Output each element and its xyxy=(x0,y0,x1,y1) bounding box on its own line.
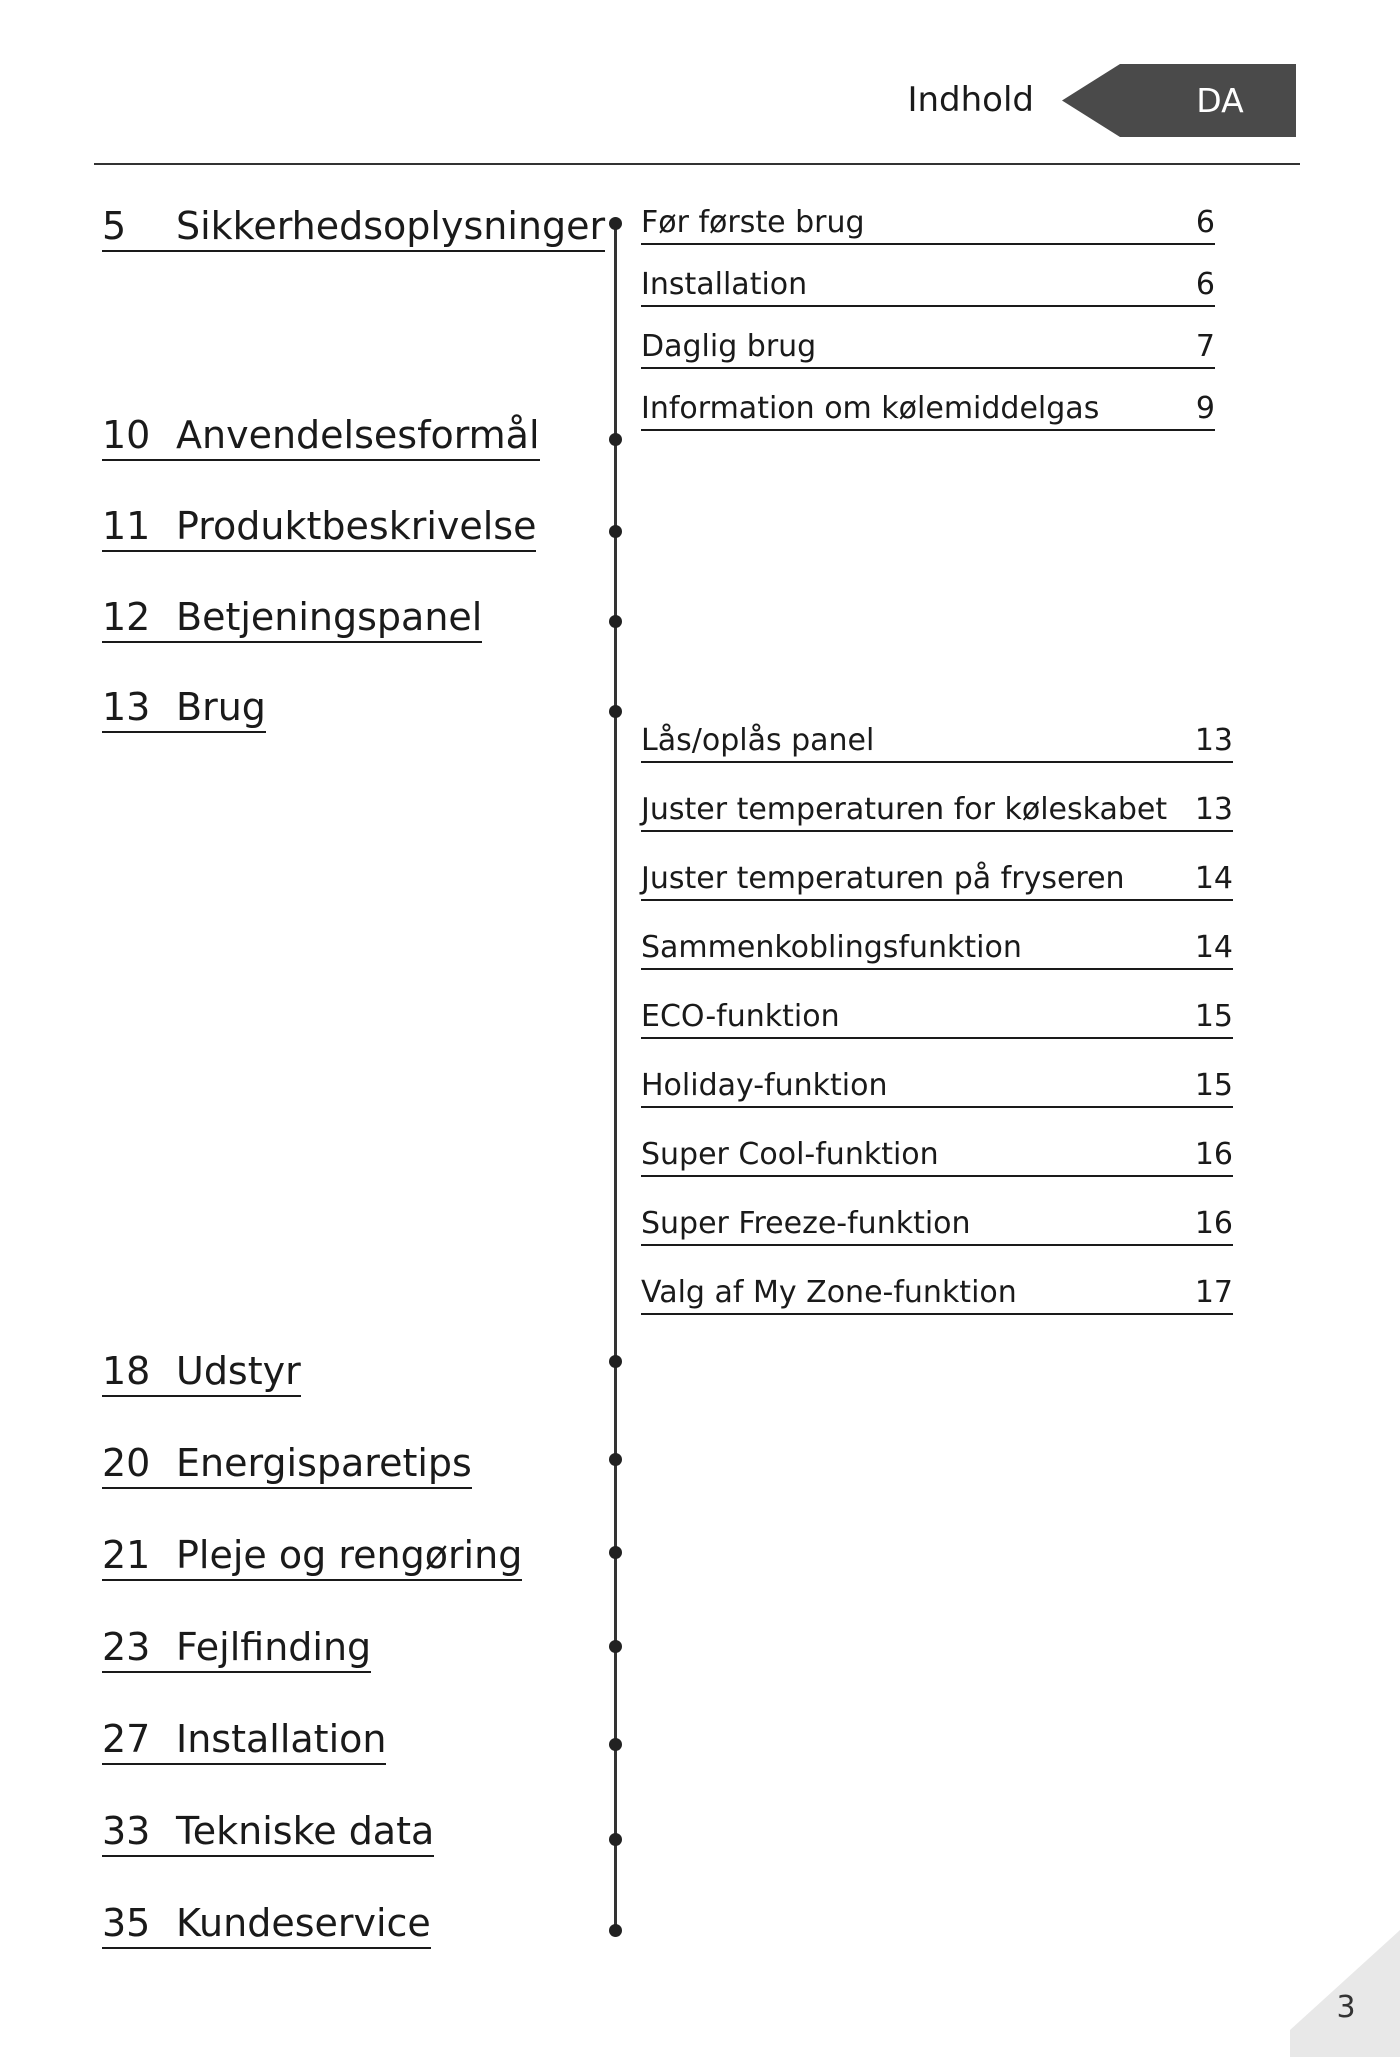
subsection-title: Lås/oplås panel xyxy=(641,723,875,758)
subsection-link[interactable] xyxy=(641,1273,1233,1315)
chapter-page: 23 xyxy=(102,1625,151,1669)
subsection-title: ECO-funktion xyxy=(641,999,840,1034)
chapter-link[interactable] xyxy=(102,592,482,642)
subsection-title: Daglig brug xyxy=(641,329,817,364)
subsection-title: Valg af My Zone-funktion xyxy=(641,1275,1017,1310)
subsection-title: Juster temperaturen på fryseren xyxy=(641,861,1125,896)
chapter-page: 20 xyxy=(102,1441,151,1485)
chapter-title: Energisparetips xyxy=(176,1441,472,1485)
timeline-dot xyxy=(609,1738,622,1751)
subsection-page: 16 xyxy=(1194,1206,1233,1241)
timeline-dot xyxy=(609,1640,622,1653)
subsection-link[interactable] xyxy=(641,203,1215,245)
subsection-title: Juster temperaturen for køleskabet xyxy=(641,792,1168,827)
subsection-page: 14 xyxy=(1194,930,1233,965)
subsection-page: 17 xyxy=(1194,1275,1233,1310)
chapter-link[interactable] xyxy=(102,1622,371,1672)
timeline-dot xyxy=(609,217,622,230)
subsection-page: 6 xyxy=(1195,267,1215,302)
chapter-title: Anvendelsesformål xyxy=(176,413,540,457)
subsection-link[interactable] xyxy=(641,265,1215,307)
subsection-page: 7 xyxy=(1195,329,1215,364)
subsection-title: Super Freeze-funktion xyxy=(641,1206,971,1241)
subsection-link[interactable] xyxy=(641,859,1233,901)
chapter-link[interactable] xyxy=(102,501,536,551)
chapter-title: Produktbeskrivelse xyxy=(176,504,537,548)
timeline-dot xyxy=(609,1924,622,1937)
chapter-link[interactable] xyxy=(102,201,605,251)
chapter-link[interactable] xyxy=(102,1438,472,1488)
chapter-title: Sikkerhedsoplysninger xyxy=(176,204,606,248)
timeline-dot xyxy=(609,433,622,446)
timeline-dot xyxy=(609,1546,622,1559)
chapter-page: 12 xyxy=(102,595,151,639)
chapter-page: 18 xyxy=(102,1349,151,1393)
chapter-link[interactable] xyxy=(102,1898,431,1948)
chapter-title: Installation xyxy=(176,1717,387,1761)
chapter-title: Udstyr xyxy=(176,1349,301,1393)
subsection-link[interactable] xyxy=(641,327,1215,369)
subsection-title: Sammenkoblingsfunktion xyxy=(641,930,1022,965)
chapter-page: 10 xyxy=(102,413,151,457)
timeline-dot xyxy=(609,615,622,628)
header-divider xyxy=(94,163,1300,165)
subsection-link[interactable] xyxy=(641,1135,1233,1177)
subsection-page: 14 xyxy=(1194,861,1233,896)
subsection-page: 16 xyxy=(1194,1137,1233,1172)
chapter-page: 13 xyxy=(102,685,151,729)
language-label: DA xyxy=(1196,81,1244,120)
chapter-page: 11 xyxy=(102,504,151,548)
chapter-title: Fejlfinding xyxy=(176,1625,372,1669)
subsection-link[interactable] xyxy=(641,1204,1233,1246)
subsection-title: Installation xyxy=(641,267,808,302)
subsection-page: 15 xyxy=(1194,1068,1233,1103)
subsection-link[interactable] xyxy=(641,997,1233,1039)
subsection-page: 13 xyxy=(1194,723,1233,758)
subsection-title: Super Cool-funktion xyxy=(641,1137,939,1172)
subsection-page: 6 xyxy=(1195,205,1215,240)
page-number: 3 xyxy=(1336,1990,1356,2025)
chapter-link[interactable] xyxy=(102,1346,301,1396)
subsection-link[interactable] xyxy=(641,1066,1233,1108)
subsection-link[interactable] xyxy=(641,928,1233,970)
timeline-dot xyxy=(609,1833,622,1846)
chapter-link[interactable] xyxy=(102,1714,386,1764)
subsection-title: Før første brug xyxy=(641,205,865,240)
subsection-link[interactable] xyxy=(641,389,1215,431)
timeline-dot xyxy=(609,1355,622,1368)
chapter-page: 35 xyxy=(102,1901,151,1945)
subsection-link[interactable] xyxy=(641,721,1233,763)
chapter-page: 33 xyxy=(102,1809,151,1853)
timeline-line xyxy=(614,218,617,1932)
chapter-link[interactable] xyxy=(102,682,266,732)
subsection-title: Holiday-funktion xyxy=(641,1068,888,1103)
subsection-page: 9 xyxy=(1195,391,1215,426)
language-tab xyxy=(1062,64,1296,137)
page-title: Indhold xyxy=(907,80,1034,120)
subsection-title: Information om kølemiddelgas xyxy=(641,391,1100,426)
timeline-dot xyxy=(609,1453,622,1466)
chapter-link[interactable] xyxy=(102,1530,522,1580)
timeline-dot xyxy=(609,525,622,538)
chapter-link[interactable] xyxy=(102,410,540,460)
subsection-page: 15 xyxy=(1194,999,1233,1034)
chapter-title: Kundeservice xyxy=(176,1901,431,1945)
chapter-page: 5 xyxy=(102,204,127,248)
subsection-link[interactable] xyxy=(641,790,1233,832)
chapter-page: 21 xyxy=(102,1533,151,1577)
chapter-title: Brug xyxy=(176,685,266,729)
chapter-link[interactable] xyxy=(102,1806,434,1856)
chapter-title: Tekniske data xyxy=(176,1809,435,1853)
chapter-title: Betjeningspanel xyxy=(176,595,483,639)
chapter-page: 27 xyxy=(102,1717,151,1761)
subsection-page: 13 xyxy=(1194,792,1233,827)
timeline-dot xyxy=(609,705,622,718)
chapter-title: Pleje og rengøring xyxy=(176,1533,523,1577)
